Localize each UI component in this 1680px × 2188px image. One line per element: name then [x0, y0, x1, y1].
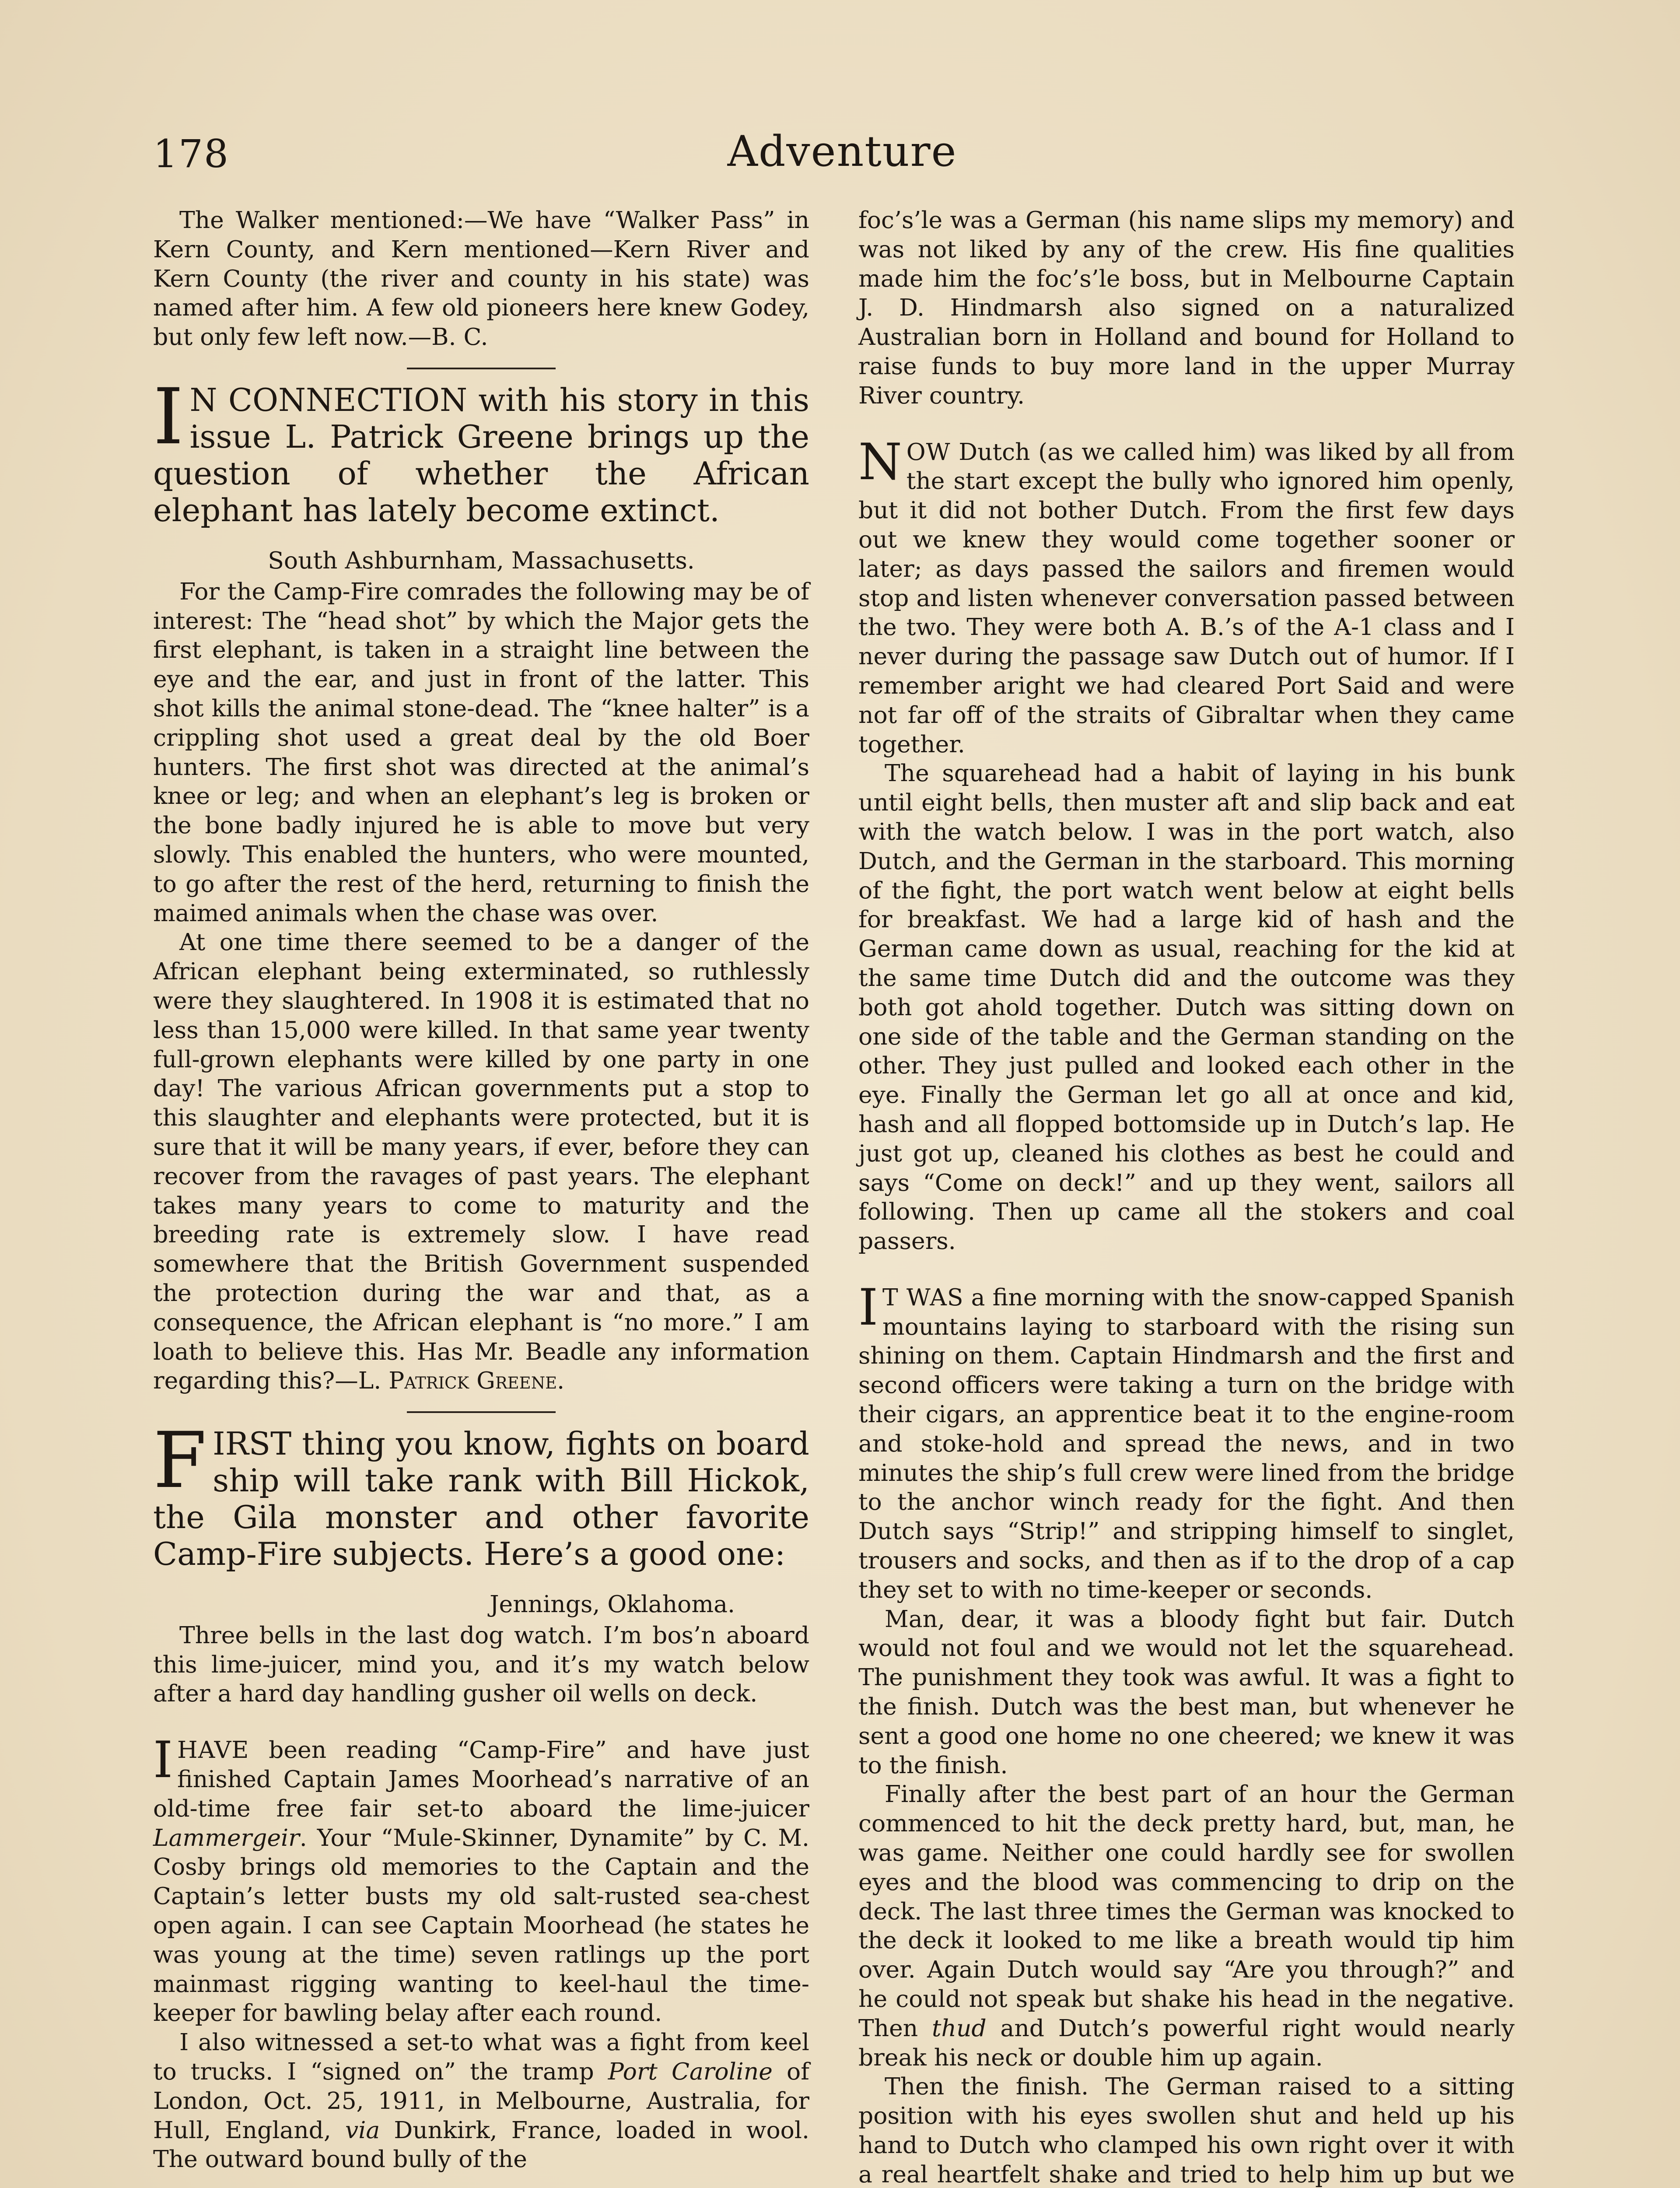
- elephant-intro: I N CONNECTION with his story in this issue L. Patrick Greene brings up the question of whether the African elephant has lately become extinct.: [153, 372, 809, 529]
- left-column: [153, 206, 809, 2174]
- section-divider: [407, 368, 556, 369]
- drop-cap: I: [153, 372, 184, 462]
- ship-name: Lammergeir: [153, 1823, 300, 1851]
- section-divider: [407, 1411, 556, 1413]
- elephant-letter-paragraph: At one time there seemed to be a danger of the African elephant being exterminated, so ruthlessly were they slaughtered. In 1908 it is estimated that no less than 15,000 were killed. In that same year twenty full-grown elephants were killed by one party in one day! The various African governments put a stop to this slaughter and elephants were protected, but it is sure that it will be many years, if ever, before they can recover from the ravages of past years. The elephant takes many years to come to maturity and the breeding rate is extremely slow. I have read somewhere that the British Government suspended the protection during the war and that, as a consequence, the African elephant is “no more.” I am loath to believe this. Has Mr. Beadle any information regarding this?—L. Patrick Greene.: [153, 928, 809, 1395]
- fight-letter-paragraph: Finally after the best part of an hour the German commenced to hit the deck pretty hard, but, man, he was game. Neither one could hardly see for swollen eyes and the blood was commencing to drip on the deck. The last three times the German was knocked to the deck it looked to me like a breath would tip him over. Again Dutch would say “Are you through?” and he could not speak but shake his head in the negative. Then thud and Dutch’s powerful right would nearly break his neck or double him up again.: [858, 1780, 1515, 2071]
- fight-letter-paragraph: Man, dear, it was a bloody fight but fair. Dutch would not foul and we would not let the squarehead. The punishment they took was awful. It was a fight to the finish. Dutch was the best man, but whenever he sent a good one home no one cheered; we knew it was to the finish.: [858, 1605, 1515, 1779]
- drop-cap: I: [153, 1731, 173, 1789]
- signature: L. Patrick Greene.: [358, 1367, 565, 1395]
- drop-cap: F: [153, 1416, 207, 1506]
- walker-letter-ending: The Walker mentioned:—We have “Walker Pass” in Kern County, and Kern mentioned—Kern River and Kern County (the river and county in his state) was named after him. A few old pioneers here knew Godey, but only few left now.—B. C.: [153, 206, 809, 351]
- page-header: [153, 127, 1531, 197]
- fight-letter-paragraph: I also witnessed a set-to what was a fight from keel to trucks. I “signed on” the tramp Port Caroline of London, Oct. 25, 1911, in Melbourne, Australia, for Hull, England, via Dunkirk, France, loaded in wool. The outward bound bully of the: [153, 2028, 809, 2173]
- fight-letter-paragraph: The squarehead had a habit of laying in his bunk until eight bells, then muster aft and slip back and eat with the watch below. I was in the port watch, also Dutch, and the German in the starboard. This morning of the fight, the port watch went below at eight bells for breakfast. We had a large kid of hash and the German came down as usual, reaching for the kid at the same time Dutch did and the outcome was they both got ahold together. Dutch was sitting down on one side of the table and the German standing on the other. They just pulled and looked each other in the eye. Finally the German let go all at once and kid, hash and all flopped bottomside up in Dutch’s lap. He just got up, cleaned his clothes as best he could and says “Come on deck!” and up they went, sailors all following. Then up came all the stokers and coal passers.: [858, 759, 1515, 1255]
- right-column: [858, 206, 1515, 2188]
- fight-letter-paragraph: Three bells in the last dog watch. I’m bos’n aboard this lime-juicer, mind you, and it’s my watch below after a hard day handling gusher oil wells on deck.: [153, 1621, 809, 1708]
- elephant-letter-paragraph: For the Camp-Fire comrades the following may be of interest: The “head shot” by which the Major gets the first elephant, is taken in a straight line between the eye and the ear, and just in front of the latter. This shot kills the animal stone-dead. The “knee halter” is a crippling shot used a great deal by the old Boer hunters. The first shot was directed at the animal’s knee or leg; and when an elephant’s leg is broken or the bone badly injured he is able to move but very slowly. This enabled the hunters, who were mounted, to go after the rest of the herd, returning to finish the maimed animals when the chase was over.: [153, 577, 809, 927]
- dateline-jennings: Jennings, Oklahoma.: [490, 1590, 735, 1618]
- drop-cap: I: [858, 1278, 878, 1336]
- fight-letter-paragraph: Then the finish. The German raised to a sitting position with his eyes swollen shut and held up his hand to Dutch who clamped his own right over it with a real heartfelt shake and tried to help him up but we: [858, 2072, 1515, 2188]
- dateline-south-ashburnham: South Ashburnham, Massachusetts.: [268, 546, 695, 574]
- page-number: 178: [153, 131, 229, 176]
- fight-letter-section: I T WAS a fine morning with the snow-capped Spanish mountains laying to starboard with the rising sun shining on them. Captain Hindmarsh and the first and second officers were taking a turn on the bridge with their cigars, an apprentice beat it to the engine-room and stoke-hold and spread the news, and in two minutes the ship’s full crew were lined from the bridge to the anchor winch ready for the fight. And then Dutch says “Strip!” and stripping himself to singlet, trousers and socks, and then as if to the drop of a cap they set to with no time-keeper or seconds.: [858, 1278, 1515, 1603]
- fight-intro: FIRST thing you know, fights on board ship will take rank with Bill Hickok, the Gila monster and other favorite Camp-Fire subjects. Here’s a good one:: [153, 1416, 809, 1573]
- fight-letter-section: IHAVE been reading “Camp-Fire” and have just finished Captain James Moorhead’s narrative of an old-time free fair set-to aboard the lime-juicer Lammergeir. Your “Mule-Skinner, Dynamite” by C. M. Cosby brings old memories to the Captain and the Captain’s letter busts my old salt-rusted sea-chest open again. I can see Captain Moorhead (he states he was young at the time) seven ratlings up the port mainmast rigging wanting to keel-haul the time-keeper for bawling belay after each round.: [153, 1731, 809, 2027]
- running-title: Adventure: [727, 127, 957, 176]
- fight-letter-paragraph: foc’s’le was a German (his name slips my memory) and was not liked by any of the crew. His fine qualities made him the foc’s’le boss, but in Melbourne Captain J. D. Hindmarsh also signed on a naturalized Australian born in Holland and bound for Holland to raise funds to buy more land in the upper Murray River country.: [858, 206, 1515, 409]
- fight-letter-section: NOW Dutch (as we called him) was liked by all from the start except the bully who ignored him openly, but it did not bother Dutch. From the first few days out we knew they would come together sooner or later; as days passed the sailors and firemen would stop and listen whenever conversation passed between the two. They were both A. B.’s of the A-1 class and I never during the passage saw Dutch out of humor. If I remember aright we had cleared Port Said and were not far off of the straits of Gibraltar when they came together.: [858, 432, 1515, 758]
- ship-name: Port Caroline: [608, 2058, 773, 2086]
- drop-cap: N: [858, 432, 902, 491]
